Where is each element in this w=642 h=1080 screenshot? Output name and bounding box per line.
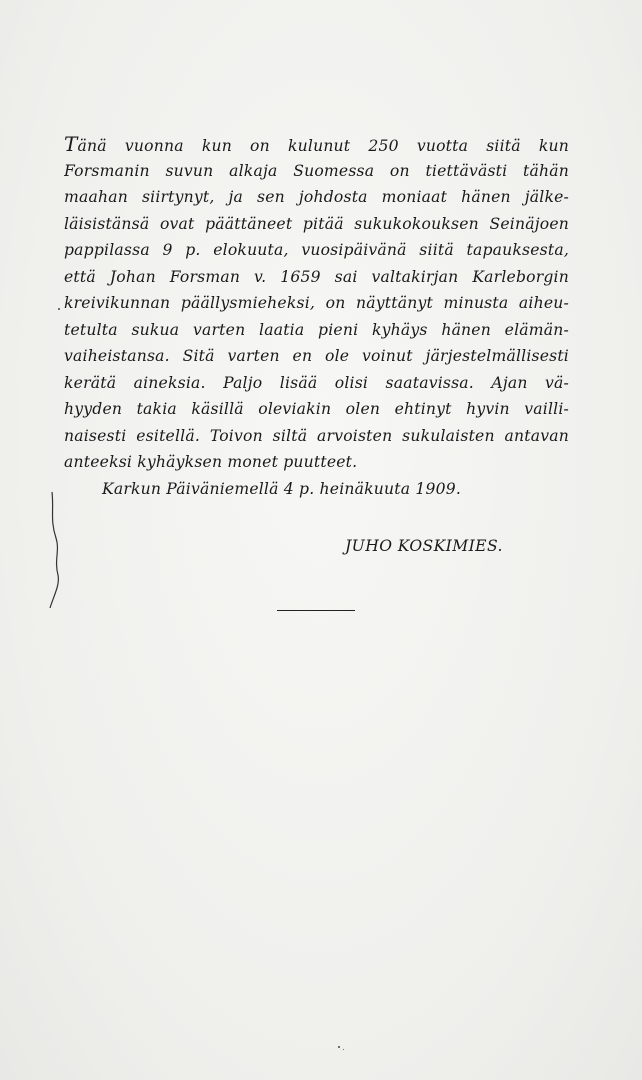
preface-text: [64, 131, 569, 502]
margin-bracket-mark: [40, 490, 70, 610]
closing-rule: [277, 610, 355, 611]
text-line-8: tetulta sukua varten laatia pieni kyhäys hänen elämän-: [64, 320, 569, 339]
text-line-3: maahan siirtynyt, ja sen johdosta moniaat hänen jälke-: [64, 188, 569, 206]
text-line-10: kerätä aineksia. Paljo lisää olisi saatavissa. Ajan vä-: [64, 373, 569, 392]
text-line-11: hyyden takia käsillä oleviakin olen ehtinyt hyvin vailli-: [64, 400, 569, 418]
text-line-13: anteeksi kyhäyksen monet puutteet.: [64, 453, 358, 471]
text-line-2: Forsmanin suvun alkaja Suomessa on tiettävästi tähän: [64, 161, 569, 180]
text-line-12: naisesti esitellä. Toivon siltä arvoisten sukulaisten antavan: [64, 426, 569, 445]
text-line-6: että Johan Forsman v. 1659 sai valtakirjan Karleborgin: [64, 267, 569, 286]
text-line-7: kreivikunnan päällysmieheksi, on näyttänyt minusta aiheu-: [64, 294, 569, 312]
paper-speck: [343, 1049, 344, 1050]
paper-speck: [338, 1046, 340, 1048]
text-line-4: läisistänsä ovat päättäneet pitää sukukokouksen Seinäjoen: [64, 214, 569, 233]
text-line-9: vaiheistansa. Sitä varten en ole voinut järjestelmällisesti: [64, 347, 569, 365]
place-date-line: Karkun Päiväniemellä 4 p. heinäkuuta 1909.: [102, 479, 462, 498]
paper-speck: [58, 308, 60, 310]
initial-letter: T: [64, 132, 78, 156]
author-signature: JUHO KOSKIMIES.: [345, 537, 503, 555]
text-line-5: pappilassa 9 p. elokuuta, vuosipäivänä siitä tapauksesta,: [64, 241, 569, 259]
text-line-1: Tänä vuonna kun on kulunut 250 vuotta siitä kun: [64, 132, 569, 156]
